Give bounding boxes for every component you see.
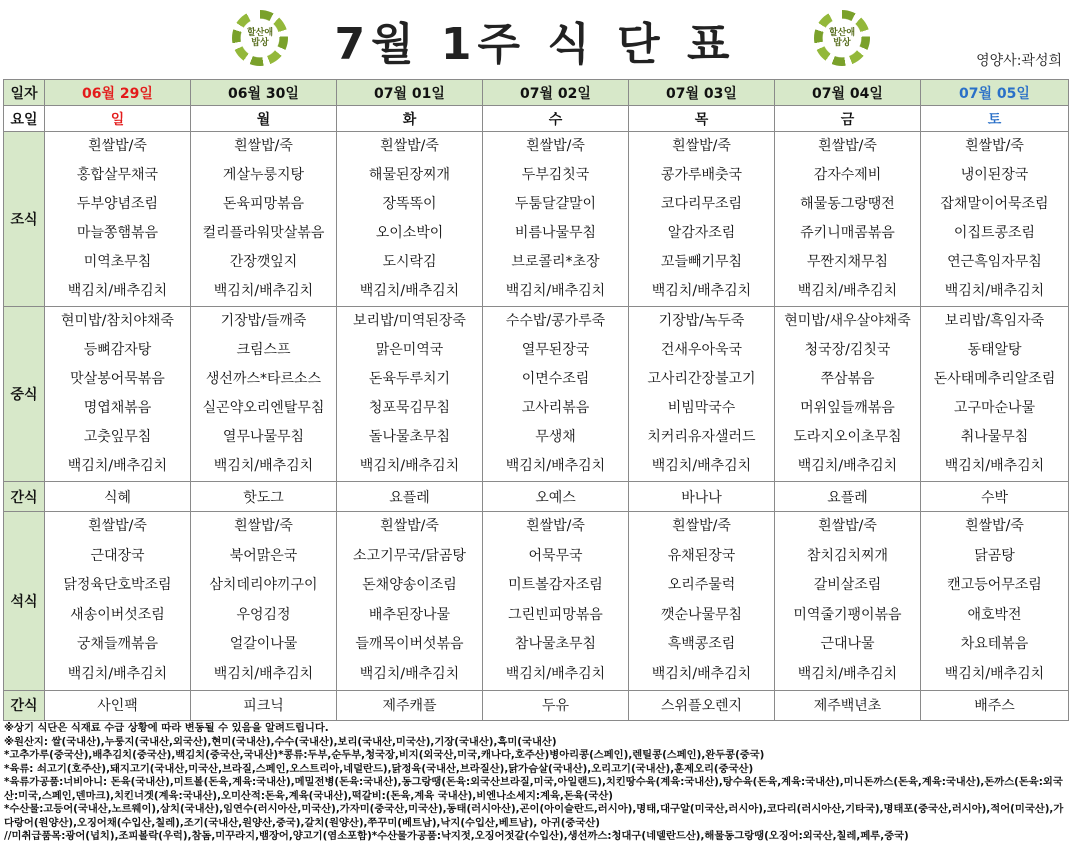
snack-cell: 요플레 (775, 482, 921, 512)
menu-item: 현미밥/새우살야채죽 (784, 313, 911, 329)
snack-cell: 두유 (483, 690, 629, 720)
menu-item: 삼치데리야끼구이 (209, 577, 318, 594)
snack-cell: 핫도그 (191, 482, 337, 512)
menu-item: 백김치/배추김치 (505, 458, 606, 474)
breakfast-cell (337, 132, 483, 307)
menu-item: 알감자조림 (667, 225, 736, 241)
menu-item: 백김치/배추김치 (67, 458, 168, 474)
menu-item: 고춧잎무침 (83, 429, 152, 445)
menu-item: 흰쌀밥/죽 (88, 518, 147, 534)
menu-item: 백김치/배추김치 (651, 458, 752, 474)
lunch-cell (337, 307, 483, 482)
breakfast-cell (629, 132, 775, 307)
dinner-cell (337, 512, 483, 691)
note-line: ※상기 식단은 식재료 수급 상황에 따라 변동될 수 있음을 알려드립니다. (4, 722, 329, 734)
menu-item: 비빔막국수 (667, 400, 736, 416)
lunch-cell (483, 307, 629, 482)
day-cell: 수 (483, 106, 629, 132)
menu-item: 백김치/배추김치 (797, 283, 898, 299)
menu-item: 유채된장국 (667, 547, 736, 564)
menu-item: 명엽채볶음 (83, 400, 152, 416)
menu-item: 치커리유자샐러드 (647, 429, 756, 445)
menu-item: 청국장/김칫국 (804, 342, 891, 358)
menu-item: 쥬키니매콤볶음 (800, 225, 895, 241)
menu-item: 백김치/배추김치 (944, 283, 1045, 299)
menu-item: 쭈삼볶음 (820, 371, 875, 387)
menu-item: 해물된장찌개 (368, 167, 451, 183)
menu-item: 간장깻잎지 (229, 254, 298, 270)
menu-item: 흰쌀밥/죽 (965, 518, 1024, 534)
menu-item: 이집트콩조림 (953, 225, 1036, 241)
menu-item: 새송이버섯조림 (70, 606, 165, 623)
menu-item: 백김치/배추김치 (505, 283, 606, 299)
menu-item: 캔고등어무조림 (947, 577, 1042, 594)
menu-item: 흰쌀밥/죽 (818, 138, 877, 154)
menu-item: 흑백콩조림 (667, 636, 736, 653)
menu-item: 고구마순나물 (953, 400, 1036, 416)
menu-item: 돈사태메추리알조림 (933, 371, 1056, 387)
snack-cell: 제주백년초 (775, 690, 921, 720)
dinner-cell (483, 512, 629, 691)
menu-item: 백김치/배추김치 (797, 665, 898, 682)
day-cell: 금 (775, 106, 921, 132)
day-cell: 화 (337, 106, 483, 132)
snack-cell: 제주캐플 (337, 690, 483, 720)
menu-item: 들깨목이버섯볶음 (355, 636, 464, 653)
note-line: *수산물:고등어(국내산,노르웨이),삼치(국내산),임연수(러시아산,미국산),가자미(중국산,미국산),동태(러시아산),곤이(아이슬란드,러시아),명태,대구알(미국산,러시아),코다리(러시아산,기타국),명태포(중국산,러시아),적어(미국산),가다랑어(원양산),오징어채(수입산,칠레),조기(국내산,원양산,중국),갈치(원양산),쭈꾸미(베트남),낙지(수입산,베트남), 아귀(중국산) (4, 803, 1064, 829)
menu-item: 콩가루배춧국 (660, 167, 743, 183)
menu-item: 흰쌀밥/죽 (965, 138, 1024, 154)
date-cell: 07월 05일 (921, 80, 1069, 106)
menu-item: 백김치/배추김치 (213, 665, 314, 682)
header (0, 0, 1070, 80)
dinner-cell (775, 512, 921, 691)
snack-cell: 사인팩 (45, 690, 191, 720)
menu-item: 참치김치찌개 (806, 547, 889, 564)
menu-item: 동태알탕 (967, 342, 1022, 358)
day-cell: 월 (191, 106, 337, 132)
menu-item: 어묵무국 (528, 547, 583, 564)
snack-row-2 (4, 690, 1069, 720)
menu-item: 무짠지채무침 (806, 254, 889, 270)
menu-item: 맑은미역국 (375, 342, 444, 358)
menu-item: 해물동그랑땡전 (800, 196, 895, 212)
day-label: 요일 (4, 106, 45, 132)
day-cell: 목 (629, 106, 775, 132)
note-line: *육류: 쇠고기(호주산),돼지고기(국내산,미국산,브라질,스페인,오스트리아,네덜란드),닭정육(국내산,브라질산),닭가슴살(국내산),오리고기(국내산),훈제오리(중국산) (4, 762, 754, 775)
menu-item: 흰쌀밥/죽 (526, 138, 585, 154)
menu-item: 미역줄기팽이볶음 (793, 606, 902, 623)
menu-item: 무생채 (535, 429, 576, 445)
snack-cell: 배주스 (921, 690, 1069, 720)
menu-item: 게살누룽지탕 (222, 167, 305, 183)
menu-item: 흰쌀밥/죽 (234, 138, 293, 154)
note-line: //미취급품목:광어(넙치),조피볼락(우럭),참돔,미꾸라지,뱀장어,양고기(염소포함)*수산물가공품:낙지젓,오징어젓갈(수입산),생선까스:청대구(네델란드산),해물동그랑땡(오징어:외국산,칠레,페루,중국) (4, 830, 909, 842)
date-cell: 07월 02일 (483, 80, 629, 106)
menu-item: 닭정육단호박조림 (63, 577, 172, 594)
snack-cell: 오예스 (483, 482, 629, 512)
page-title: 7월 1주 식 단 표 (334, 19, 736, 70)
menu-item: 흰쌀밥/죽 (672, 138, 731, 154)
breakfast-cell (45, 132, 191, 307)
menu-item: 브로콜리*초장 (511, 254, 600, 270)
lunch-row (4, 307, 1069, 482)
menu-item: 닭곰탕 (974, 547, 1015, 564)
menu-item: 오이소박이 (375, 225, 444, 241)
menu-item: 생선까스*타르소스 (205, 371, 322, 387)
menu-item: 보리밥/미역된장죽 (353, 313, 466, 329)
menu-item: 백김치/배추김치 (797, 458, 898, 474)
lunch-cell (629, 307, 775, 482)
menu-item: 백김치/배추김치 (651, 283, 752, 299)
menu-item: 코다리무조림 (660, 196, 743, 212)
menu-item: 두부김칫국 (521, 167, 590, 183)
dinner-row (4, 512, 1069, 691)
date-cell: 06월 29일 (45, 80, 191, 106)
date-label: 일자 (4, 80, 45, 106)
logo-left: 할산애 밥상 (232, 10, 288, 66)
snack-cell: 수박 (921, 482, 1069, 512)
menu-item: 두툼달걀말이 (514, 196, 597, 212)
note-line: *육류가공품:너비아니: 돈육(국내산),미트볼(돈육,계육:국내산),메밀전병(돈육:국내산),동그랑땡(돈육:외국산브라질,미국,아일랜드),치킨땅수육(계육:국내산),탕수육(돈육,계육:국내산),미니돈까스(돈육,계육:국내산),돈까스(돈육:외국산:미국,스페인,덴마크),치킨너겟(계육:국내산),오미산적:돈육,계육(국내산),떡갈비:(돈육,계육 국내산),비엔나소세지:계육,돈육(국산) (4, 776, 1063, 802)
menu-table (3, 79, 1069, 721)
menu-item: 백김치/배추김치 (359, 283, 460, 299)
day-row (4, 106, 1069, 132)
lunch-cell (191, 307, 337, 482)
breakfast-row (4, 132, 1069, 307)
day-cell: 토 (921, 106, 1069, 132)
notes (4, 722, 1066, 844)
menu-item: 백김치/배추김치 (505, 665, 606, 682)
menu-item: 꼬들빼기무침 (660, 254, 743, 270)
lunch-cell (775, 307, 921, 482)
menu-item: 오리주물럭 (667, 577, 736, 594)
menu-item: 열무된장국 (521, 342, 590, 358)
menu-item: 냉이된장국 (960, 167, 1029, 183)
menu-item: 이면수조림 (521, 371, 590, 387)
menu-item: 홍합살무채국 (76, 167, 159, 183)
menu-item: 흰쌀밥/죽 (380, 518, 439, 534)
snack-cell: 요플레 (337, 482, 483, 512)
snack-row-1 (4, 482, 1069, 512)
menu-item: 도시락김 (382, 254, 437, 270)
menu-item: 두부양념조림 (76, 196, 159, 212)
menu-item: 근대장국 (90, 547, 145, 564)
menu-item: 보리밥/흑임자죽 (944, 313, 1045, 329)
dinner-cell (45, 512, 191, 691)
menu-item: 도라지오이초무침 (793, 429, 902, 445)
menu-item: 현미밥/참치야채죽 (61, 313, 174, 329)
menu-item: 취나물무침 (960, 429, 1029, 445)
breakfast-cell (191, 132, 337, 307)
date-cell: 07월 03일 (629, 80, 775, 106)
menu-item: 미역초무침 (83, 254, 152, 270)
menu-item: 수수밥/콩가루죽 (505, 313, 606, 329)
logo-right: 할산애 밥상 (814, 10, 870, 66)
breakfast-cell (921, 132, 1069, 307)
menu-item: 북어맑은국 (229, 547, 298, 564)
menu-item: 흰쌀밥/죽 (380, 138, 439, 154)
menu-item: 돈육두루치기 (368, 371, 451, 387)
menu-item: 우엉김정 (236, 606, 291, 623)
note-line: *고추가루(중국산),배추김치(중국산),백김치(중국산,국내산)*콩류:두부,순두부,청국장,비지(외국산,미국,캐나다,호주산)병아리콩(스페인),렌틸콩(스페인),완두콩(중국) (4, 749, 765, 761)
date-cell: 06월 30일 (191, 80, 337, 106)
menu-item: 연근흑임자무침 (947, 254, 1042, 270)
nutritionist-label: 영양사:곽성희 (976, 53, 1062, 69)
menu-item: 갈비살조림 (813, 577, 882, 594)
lunch-cell (45, 307, 191, 482)
date-row (4, 80, 1069, 106)
menu-item: 돈육피망볶음 (222, 196, 305, 212)
menu-item: 열무나물무침 (222, 429, 305, 445)
menu-item: 돌나물초무침 (368, 429, 451, 445)
menu-item: 감자수제비 (813, 167, 882, 183)
snack2-label: 간식 (4, 690, 45, 720)
breakfast-cell (483, 132, 629, 307)
menu-item: 잡채말이어묵조림 (940, 196, 1049, 212)
snack-cell: 피크닉 (191, 690, 337, 720)
menu-item: 백김치/배추김치 (651, 665, 752, 682)
menu-item: 흰쌀밥/죽 (88, 138, 147, 154)
menu-item: 백김치/배추김치 (359, 665, 460, 682)
snack1-label: 간식 (4, 482, 45, 512)
menu-item: 얼갈이나물 (229, 636, 298, 653)
snack-cell: 스위플오렌지 (629, 690, 775, 720)
menu-item: 기장밥/들깨죽 (220, 313, 307, 329)
menu-item: 흰쌀밥/죽 (672, 518, 731, 534)
menu-item: 백김치/배추김치 (213, 283, 314, 299)
menu-item: 그린빈피망볶음 (508, 606, 603, 623)
menu-item: 흰쌀밥/죽 (526, 518, 585, 534)
menu-item: 기장밥/녹두죽 (658, 313, 745, 329)
menu-item: 미트볼감자조림 (508, 577, 603, 594)
menu-item: 돈채양송이조림 (362, 577, 457, 594)
menu-item: 맛살봉어묵볶음 (70, 371, 165, 387)
dinner-cell (921, 512, 1069, 691)
menu-item: 크림스프 (236, 342, 291, 358)
menu-item: 건새우아욱국 (660, 342, 743, 358)
menu-item: 컬리플라워맛살볶음 (202, 225, 325, 241)
dinner-label: 석식 (4, 512, 45, 691)
menu-item: 마늘쫑햄볶음 (76, 225, 159, 241)
menu-item: 백김치/배추김치 (944, 665, 1045, 682)
menu-item: 고사리간장불고기 (647, 371, 756, 387)
menu-item: 차요테볶음 (960, 636, 1029, 653)
menu-item: 궁채들깨볶음 (76, 636, 159, 653)
menu-item: 비름나물무침 (514, 225, 597, 241)
menu-item: 배추된장나물 (368, 606, 451, 623)
menu-item: 백김치/배추김치 (67, 665, 168, 682)
menu-item: 백김치/배추김치 (213, 458, 314, 474)
note-line: ※원산지: 쌀(국내산),누룽지(국내산,외국산),현미(국내산),수수(국내산),보리(국내산,미국산),기장(국내산),흑미(국내산) (4, 735, 557, 748)
menu-item: 백김치/배추김치 (67, 283, 168, 299)
snack-cell: 식혜 (45, 482, 191, 512)
menu-item: 깻순나물무침 (660, 606, 743, 623)
date-cell: 07월 01일 (337, 80, 483, 106)
menu-item: 등뼈감자탕 (83, 342, 152, 358)
menu-item: 백김치/배추김치 (944, 458, 1045, 474)
menu-item: 고사리볶음 (521, 400, 590, 416)
menu-item: 근대나물 (820, 636, 875, 653)
menu-item: 애호박전 (967, 606, 1022, 623)
menu-item: 흰쌀밥/죽 (234, 518, 293, 534)
menu-item: 흰쌀밥/죽 (818, 518, 877, 534)
menu-item: 장똑똑이 (382, 196, 437, 212)
date-cell: 07월 04일 (775, 80, 921, 106)
dinner-cell (191, 512, 337, 691)
menu-item: 머위잎들깨볶음 (800, 400, 895, 416)
menu-item: 소고기무국/닭곰탕 (353, 547, 466, 564)
menu-item: 실곤약오리엔탈무침 (202, 400, 325, 416)
dinner-cell (629, 512, 775, 691)
breakfast-label: 조식 (4, 132, 45, 307)
menu-item: 청포묵김무침 (368, 400, 451, 416)
menu-item: 참나물초무침 (514, 636, 597, 653)
lunch-label: 중식 (4, 307, 45, 482)
day-cell: 일 (45, 106, 191, 132)
snack-cell: 바나나 (629, 482, 775, 512)
menu-item: 백김치/배추김치 (359, 458, 460, 474)
lunch-cell (921, 307, 1069, 482)
breakfast-cell (775, 132, 921, 307)
